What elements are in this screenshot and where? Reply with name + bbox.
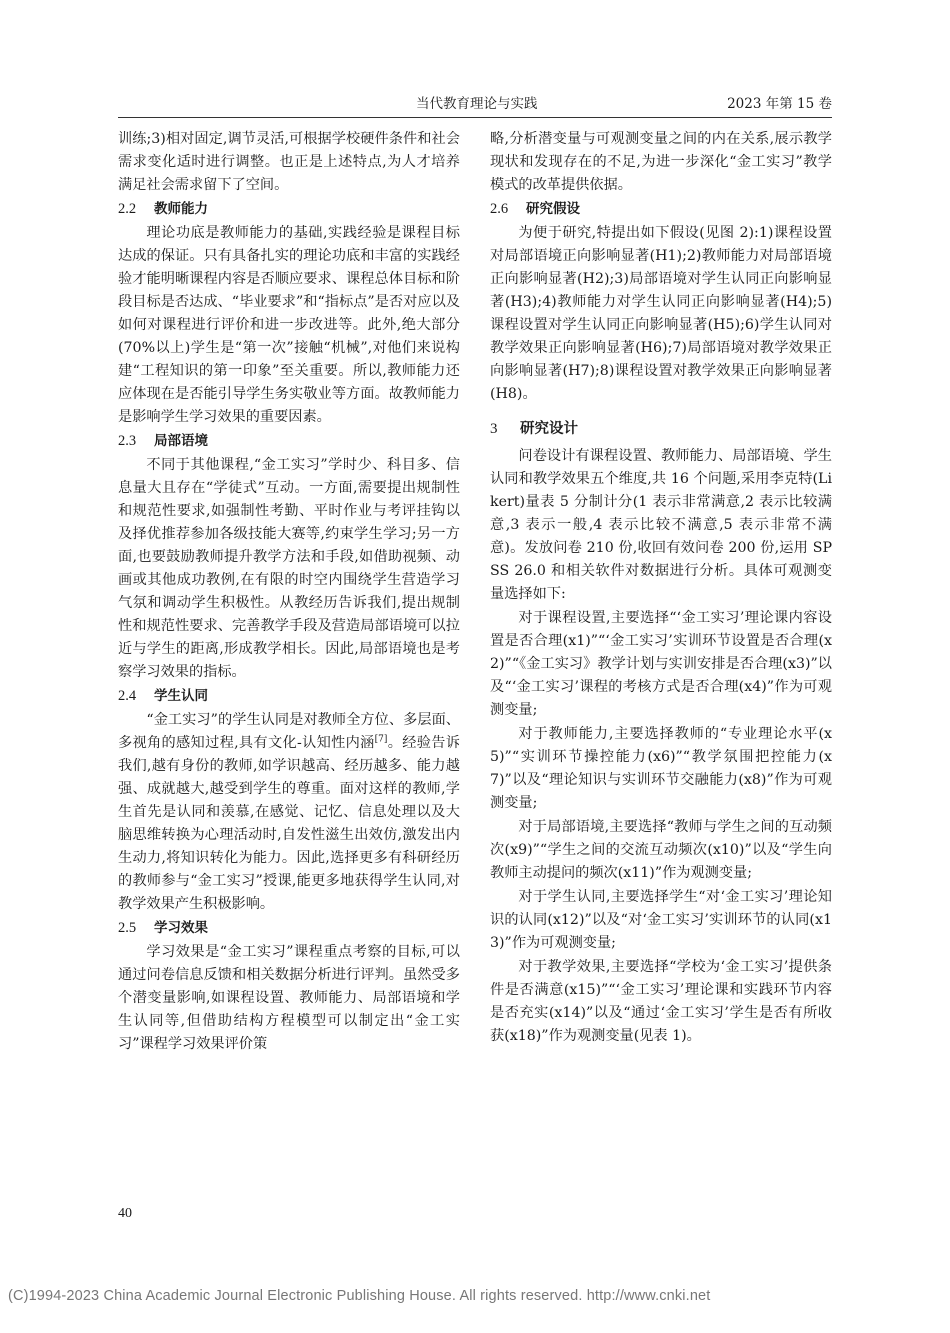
running-header (118, 92, 832, 112)
paragraph-continued: 训练;3)相对固定,调节灵活,可根据学校硬件条件和社会需求变化适时进行调整。也正是上述特点,为人才培养满足社会需求留下了空间。 (118, 131, 460, 193)
left-column (118, 128, 460, 1057)
page-number: 40 (118, 1206, 132, 1221)
right-column (490, 128, 832, 1049)
paragraph-teacher-ability-variables: 对于教师能力,主要选择教师的“专业理论水平(x5)”“实训环节操控能力(x6)”“教学氛围把控能力(x7)”以及“理论知识与实训环节交融能力(x8)”作为可观测变量; (490, 726, 832, 811)
paragraph-learning-effect: 学习效果是“金工实习”课程重点考察的目标,可以通过问卷信息反馈和相关数据分析进行评判。虽然受多个潜变量影响,如课程设置、教师能力、局部语境和学生认同等,但借助结构方程模型可以制定出“金工实习”课程学习效果评价策 (118, 944, 460, 1052)
section-number: 2.3 (118, 433, 137, 449)
section-number: 2.4 (118, 688, 137, 704)
issue-label: 2023 年第 15 卷 (727, 96, 832, 112)
copyright-footer: (C)1994-2023 China Academic Journal Electronic Publishing House. All rights reserved. http://www.cnki.net (8, 1288, 711, 1304)
text-run: “金工实习”的学生认同是对教师全方位、多层面、多视角的感知过程,具有文化-认知性内涵 (118, 712, 460, 751)
paragraph-continued: 略,分析潜变量与可观测变量之间的内在关系,展示教学现状和发现存在的不足,为进一步深化“金工实习”教学模式的改革提供依据。 (490, 131, 832, 193)
paragraph-local-context: 不同于其他课程,“金工实习”学时少、科目多、信息量大且存在“学徒式”互动。一方面,需要提出规制性和规范性要求,如强制性考勤、平时作业与考评挂钩以及择优推荐参加各级技能大赛等,约束学生学习;另一方面,也要鼓励教师提升教学方法和手段,如借助视频、动画或其他成功教例,在有限的时空内围绕学生营造学习气氛和调动学生积极性。从教经历告诉我们,提出规制性和规范性要求、完善教学手段及营造局部语境可以拉近与学生的距离,形成教学相长。因此,局部语境也是考察学习效果的指标。 (118, 457, 460, 680)
section-heading-2-2 (118, 198, 460, 221)
journal-title: 当代教育理论与实践 (416, 96, 538, 112)
section-title: 学生认同 (154, 688, 208, 704)
paragraph-hypotheses: 为便于研究,特提出如下假设(见图 2):1)课程设置对局部语境正向影响显著(H1);2)教师能力对局部语境正向影响显著(H2);3)局部语境对学生认同正向影响显著(H3);4)教师能力对学生认同正向影响显著(H4);5)课程设置对学生认同正向影响显著(H5);6)学生认同对教学效果正向影响显著(H6);7)局部语境对教学效果正向影响显著(H7);8)课程设置对教学效果正向影响显著(H8)。 (490, 225, 832, 402)
section-heading-3 (490, 416, 832, 441)
section-heading-2-4 (118, 685, 460, 708)
section-number: 2.6 (490, 201, 509, 217)
paragraph-student-identity-variables: 对于学生认同,主要选择学生“对‘金工实习’理论知识的认同(x12)”以及“对‘金工实习’实训环节的认同(x13)”作为可观测变量; (490, 889, 832, 951)
section-number: 3 (490, 421, 498, 437)
section-title: 学习效果 (154, 920, 208, 936)
section-title: 研究假设 (526, 201, 580, 217)
section-number: 2.2 (118, 201, 137, 217)
section-title: 教师能力 (154, 201, 208, 217)
paragraph-teacher-ability: 理论功底是教师能力的基础,实践经验是课程目标达成的保证。只有具备扎实的理论功底和丰富的实践经验才能明晰课程内容是否顺应要求、课程总体目标和阶段目标是否达成、“毕业要求”和“指标点”是否对应以及如何对课程进行评价和进一步改进等。此外,绝大部分(70%以上)学生是“第一次”接触“机械”,对他们来说构建“工程知识的第一印象”至关重要。所以,教师能力还应体现在是否能引导学生务实敬业等方面。故教师能力是影响学生学习效果的重要因素。 (118, 225, 460, 425)
header-rule (118, 117, 832, 118)
text-run: 。经验告诉我们,越有身份的教师,如学识越高、经历越多、能力越强、成就越大,越受到学生的尊重。面对这样的教师,学生首先是认同和羡慕,在感觉、记忆、信息处理以及大脑思维转换为心理活动时,自发性滋生出效仿,激发出内生动力,将知识转化为能力。因此,选择更多有科研经历的教师参与“金工实习”授课,能更多地获得学生认同,对教学效果产生积极影响。 (118, 735, 460, 912)
citation-ref: [7] (374, 734, 388, 745)
paragraph-student-identity (118, 709, 460, 916)
paragraph-local-context-variables: 对于局部语境,主要选择“教师与学生之间的互动频次(x9)”“学生之间的交流互动频次(x10)”以及“学生向教师主动提问的频次(x11)”作为观测变量; (490, 819, 832, 881)
section-heading-2-3 (118, 430, 460, 453)
paragraph-course-setting-variables: 对于课程设置,主要选择“‘金工实习’理论课内容设置是否合理(x1)”“‘金工实习’实训环节设置是否合理(x2)”“《金工实习》教学计划与实训安排是否合理(x3)”以及“‘金工实习’课程的考核方式是否合理(x4)”作为可观测变量; (490, 610, 832, 718)
section-title: 研究设计 (520, 421, 578, 437)
section-number: 2.5 (118, 920, 137, 936)
section-title: 局部语境 (154, 433, 208, 449)
paragraph-research-design: 问卷设计有课程设置、教师能力、局部语境、学生认同和教学效果五个维度,共 16 个问题,采用李克特(Likert)量表 5 分制计分(1 表示非常满意,2 表示比较满意,3 表示一般,4 表示比较不满意,5 表示非常不满意)。发放问卷 210 份,收回有效问卷 200 份,运用 SPSS 26.0 和相关软件对数据进行分析。具体可观测变量选择如下: (490, 448, 832, 602)
paragraph-teaching-effect-variables: 对于教学效果,主要选择“学校为‘金工实习’提供条件是否满意(x15)”“‘金工实习’理论课和实践环节内容是否充实(x14)”以及“通过‘金工实习’学生是否有所收获(x18)”作为观测变量(见表 1)。 (490, 959, 832, 1044)
section-heading-2-5 (118, 917, 460, 940)
section-heading-2-6 (490, 198, 832, 221)
